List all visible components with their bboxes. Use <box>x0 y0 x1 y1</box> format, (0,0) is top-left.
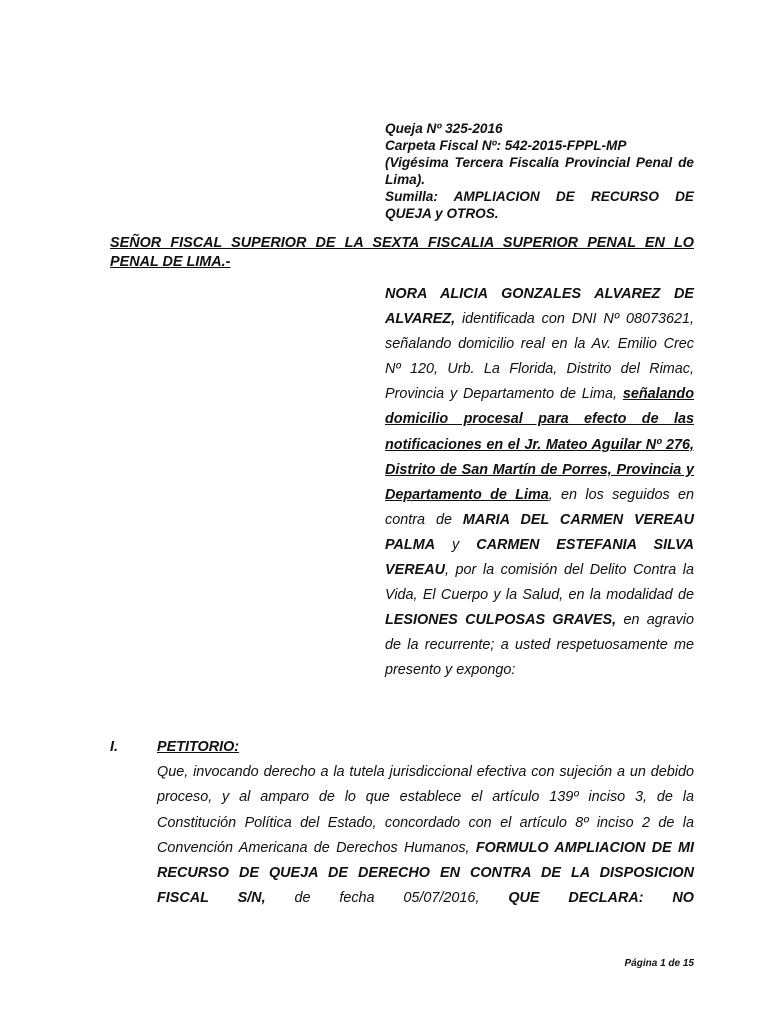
offense-name: LESIONES CULPOSAS GRAVES, <box>385 612 617 629</box>
fiscal-file-number: Carpeta Fiscal Nº: 542-2015-FPPL-MP <box>385 138 627 153</box>
defendant-2: CARMEN ESTEFANIA SILVA VEREAU <box>385 536 694 579</box>
intro-text-3: y <box>435 536 477 553</box>
section-number: I. <box>110 739 118 755</box>
summary-line: Sumilla: AMPLIACION DE RECURSO DE QUEJA y OTROS. <box>385 189 694 221</box>
petitioner-name: NORA ALICIA GONZALES ALVAREZ DE ALVAREZ, <box>385 286 694 328</box>
defendant-1: MARIA DEL CARMEN VEREAU PALMA <box>385 511 694 553</box>
petition-paragraph <box>157 760 694 912</box>
intro-text-4: , por la comisión del Delito Contra la Vida, El Cuerpo y la Salud, en la modalidad de <box>385 562 694 604</box>
procedural-address: señalando domicilio procesal para efecto de las notificaciones en el Jr. Mateo Aguilar Nº 276, Distrito de San Martín de Porres, Provincia y Departamento de Lima <box>385 386 694 503</box>
petition-bold-2: QUE DECLARA: NO <box>508 890 694 907</box>
case-number: Queja Nº 325-2016 <box>385 121 503 136</box>
section-title: PETITORIO: <box>157 739 240 755</box>
case-header <box>385 120 694 222</box>
prosecutor-office: (Vigésima Tercera Fiscalía Provincial Penal de Lima). <box>385 155 694 187</box>
intro-paragraph <box>385 282 694 684</box>
addressee-heading: SEÑOR FISCAL SUPERIOR DE LA SEXTA FISCALIA SUPERIOR PENAL EN LO PENAL DE LIMA.- <box>110 235 694 270</box>
intro-text-5: en agravio de la recurrente; a usted respetuosamente me presento y expongo: <box>385 612 694 679</box>
intro-text-1: identificada con DNI Nº 08073621, señalando domicilio real en la Av. Emilio Crec Nº 120, Urb. La Florida, Distrito del Rimac, Provincia y Departamento de Lima, <box>385 311 694 403</box>
page-number: Página 1 de 15 <box>624 958 694 969</box>
petition-bold-1: FORMULO AMPLIACION DE MI RECURSO DE QUEJA DE DERECHO EN CONTRA DE LA DISPOSICION FISCAL S/N, <box>157 839 694 907</box>
petition-text-2: de fecha 05/07/2016, <box>265 890 509 907</box>
petition-text-1: Que, invocando derecho a la tutela jurisdiccional efectiva con sujeción a un debido proceso, y al amparo de lo que establece el artículo 139º inciso 3, de la Constitución Política del Estado, concordado con el artículo 8º inciso 2 de la Convención Americana de Derechos Humanos, <box>157 764 694 856</box>
intro-text-2: , en los seguidos en contra de <box>385 486 694 528</box>
